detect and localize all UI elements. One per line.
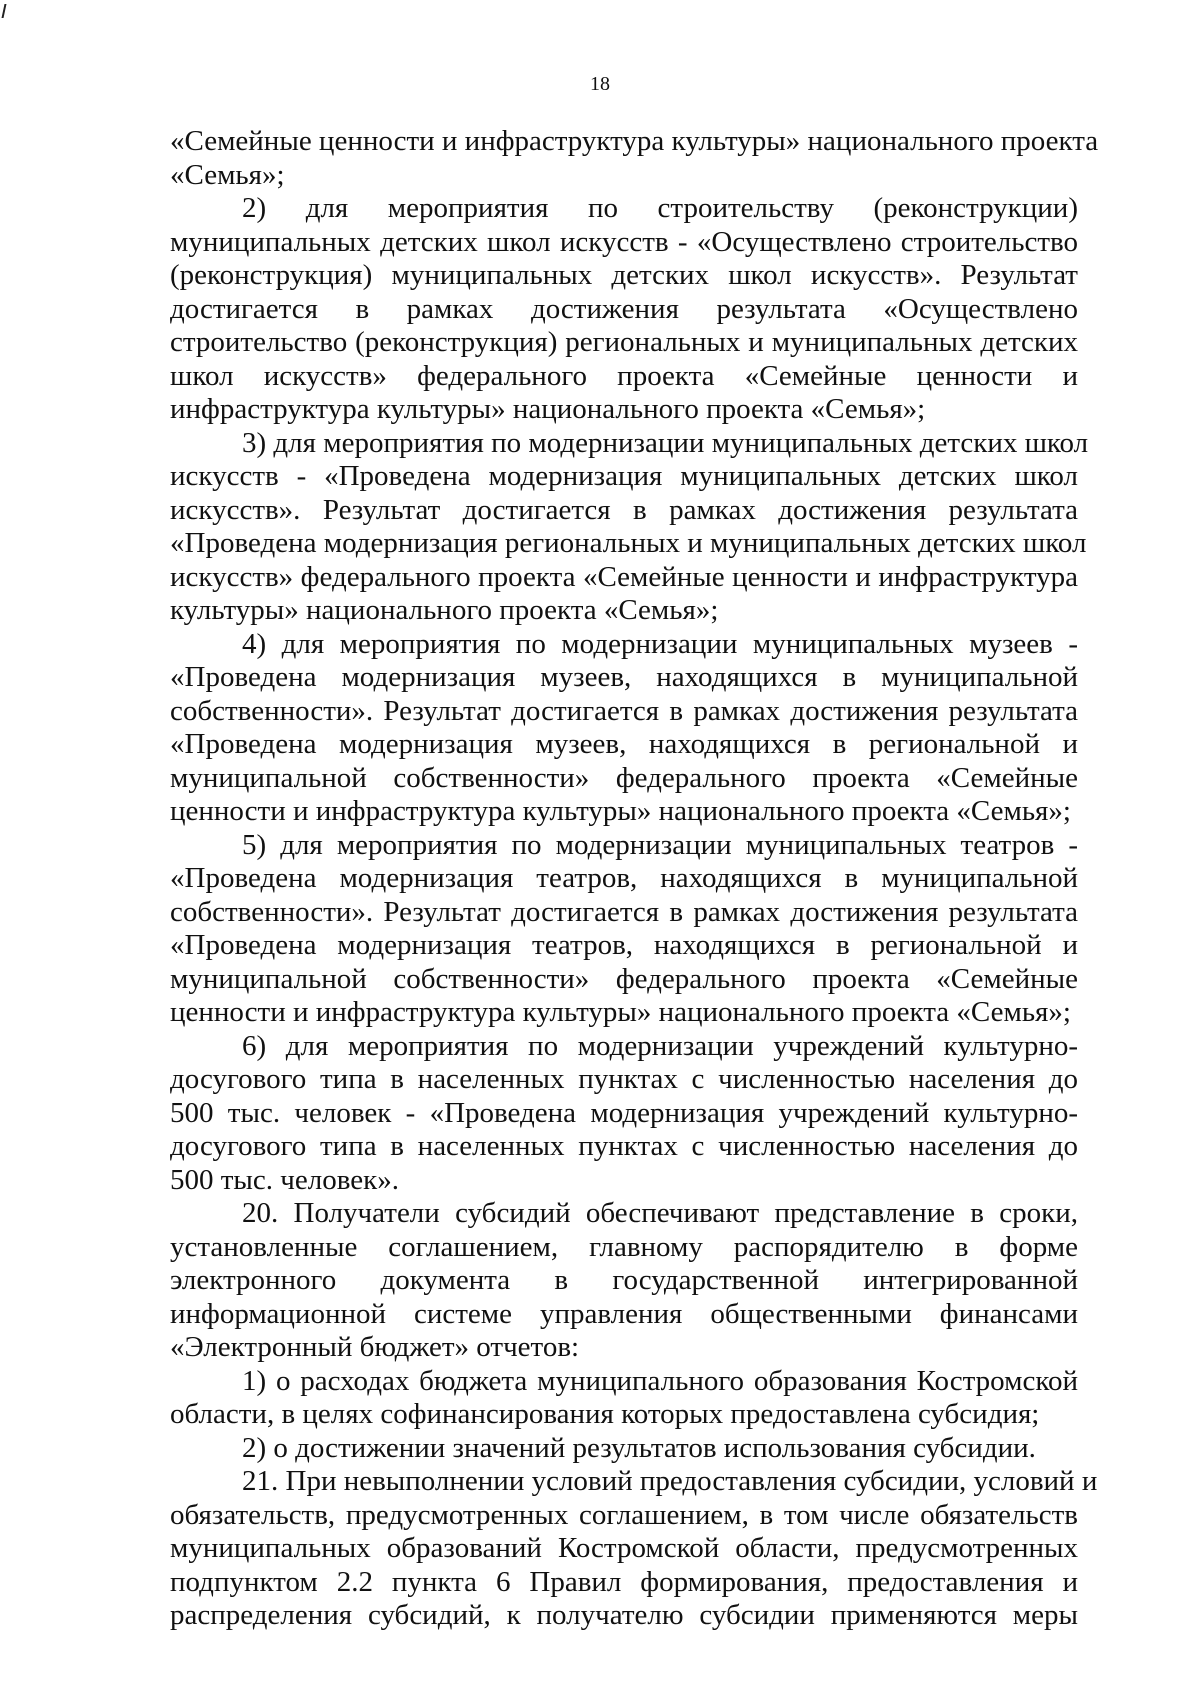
text-line: «Электронный бюджет» отчетов: [170, 1331, 580, 1363]
paragraph-item-5 [170, 829, 1078, 1030]
text-line: подпунктом 2.2 пункта 6 Правил формирования, предоставления и [170, 1565, 1078, 1598]
text-line: «Проведена модернизация театров, находящихся в региональной и [170, 929, 1078, 961]
text-line: 1) о расходах бюджета муниципального образования Костромской [242, 1364, 1078, 1397]
text-line: собственности». Результат достигается в рамках достижения результата [170, 895, 1078, 928]
text-line: муниципальных детских школ искусств - «Осуществлено строительство [170, 225, 1078, 258]
text-line: инфраструктура культуры» национального проекта «Семья»; [170, 393, 926, 425]
paragraph-item-4 [170, 628, 1078, 829]
text-line: 2) для мероприятия по строительству (реконструкции) [242, 192, 1078, 224]
paragraph-item-3 [170, 426, 1089, 628]
text-line: (реконструкция) муниципальных детских школ искусств». Результат [170, 259, 1078, 291]
text-line: 500 тыс. человек». [170, 1163, 399, 1196]
text-line: «Проведена модернизация музеев, находящихся в региональной и [170, 728, 1078, 760]
text-line: распределения субсидий, к получателю субсидии применяются меры [170, 1599, 1078, 1631]
text-line: области, в целях софинансирования которых предоставлена субсидия; [170, 1398, 1040, 1430]
text-line: ценности и инфраструктура культуры» национального проекта «Семья»; [170, 996, 1071, 1028]
text-line: 4) для мероприятия по модернизации муниципальных музеев - [242, 627, 1078, 660]
paragraph-continuation [170, 125, 1099, 192]
paragraph-item-6 [170, 1030, 1078, 1198]
document-body [170, 125, 1099, 1633]
text-line: достигается в рамках достижения результата «Осуществлено [170, 292, 1078, 325]
paragraph-item-2 [170, 192, 1078, 427]
paragraph-clause-20-item-1 [170, 1365, 1078, 1432]
text-line: 6) для мероприятия по модернизации учреждений культурно- [242, 1029, 1078, 1062]
text-line: муниципальной собственности» федерального проекта «Семейные [170, 761, 1078, 794]
text-line: искусств» федерального проекта «Семейные ценности и инфраструктура [170, 560, 1078, 593]
text-line: 21. При невыполнении условий предоставления субсидии, условий и [242, 1465, 1098, 1497]
page-number: 18 [590, 73, 610, 95]
text-line: 5) для мероприятия по модернизации муниципальных театров - [242, 828, 1078, 861]
text-line: «Семейные ценности и инфраструктура культуры» национального проекта [170, 125, 1099, 157]
text-line: «Проведена модернизация театров, находящихся в муниципальной [170, 862, 1078, 894]
text-line: 2) о достижении значений результатов использования субсидии. [242, 1431, 1036, 1464]
text-line: «Проведена модернизация региональных и муниципальных детских школ [170, 527, 1087, 559]
scan-artifact-mark [2, 4, 7, 18]
paragraph-clause-20-item-2 [170, 1432, 1078, 1466]
text-line: искусств». Результат достигается в рамках достижения результата [170, 493, 1078, 526]
text-line: «Семья»; [170, 158, 285, 191]
text-line: «Проведена модернизация музеев, находящихся в муниципальной [170, 661, 1078, 693]
text-line: ценности и инфраструктура культуры» национального проекта «Семья»; [170, 795, 1071, 827]
text-line: строительство (реконструкция) региональных и муниципальных детских [170, 326, 1078, 358]
text-line: обязательств, предусмотренных соглашением, в том числе обязательств [170, 1498, 1078, 1531]
text-line: собственности». Результат достигается в рамках достижения результата [170, 694, 1078, 727]
text-line: электронного документа в государственной интегрированной [170, 1264, 1078, 1296]
text-line: культуры» национального проекта «Семья»; [170, 594, 719, 626]
text-line: досугового типа в населенных пунктах с численностью населения до [170, 1063, 1078, 1095]
text-line: 20. Получатели субсидий обеспечивают представление в сроки, [242, 1197, 1078, 1229]
text-line: досугового типа в населенных пунктах с численностью населения до [170, 1130, 1078, 1162]
text-line: муниципальной собственности» федерального проекта «Семейные [170, 962, 1078, 995]
text-line: школ искусств» федерального проекта «Семейные ценности и [170, 359, 1078, 392]
text-line: 3) для мероприятия по модернизации муниципальных детских школ [242, 426, 1089, 459]
text-line: искусств - «Проведена модернизация муниципальных детских школ [170, 460, 1078, 492]
paragraph-clause-21 [170, 1465, 1098, 1633]
text-line: информационной системе управления общественными финансами [170, 1297, 1078, 1330]
text-line: 500 тыс. человек - «Проведена модернизация учреждений культурно- [170, 1096, 1078, 1129]
text-line: муниципальных образований Костромской области, предусмотренных [170, 1532, 1078, 1564]
text-line: установленные соглашением, главному распорядителю в форме [170, 1230, 1078, 1263]
paragraph-clause-20 [170, 1197, 1078, 1365]
